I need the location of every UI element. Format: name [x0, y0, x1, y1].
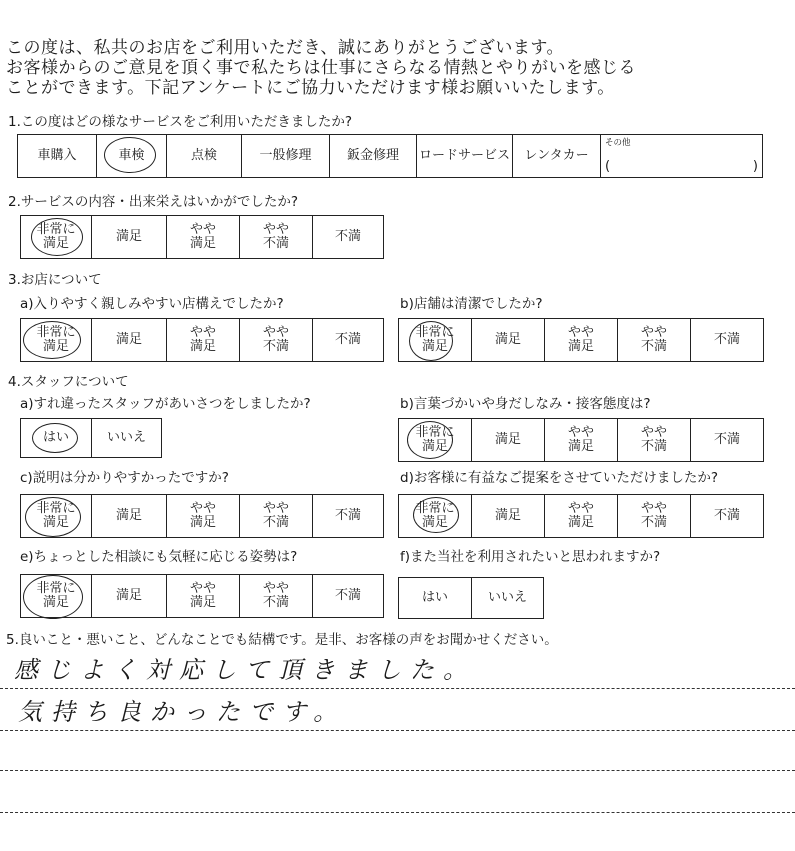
rating-somewhat-unsatisfied[interactable]: やや 不満 — [617, 495, 690, 537]
rating-somewhat-unsatisfied[interactable]: やや 不満 — [239, 319, 312, 361]
rating-somewhat-unsatisfied[interactable]: やや 不満 — [617, 319, 690, 361]
rating-somewhat-unsatisfied[interactable]: やや 不満 — [617, 419, 690, 461]
q1-title: 1.この度はどの様なサービスをご利用いただきましたか? — [8, 114, 353, 130]
rating-somewhat-unsatisfied[interactable]: やや 不満 — [239, 216, 312, 258]
intro-text — [6, 38, 636, 98]
rating-satisfied[interactable]: 満足 — [91, 319, 166, 361]
q1-option-general-repair[interactable]: 一般修理 — [241, 135, 329, 177]
q4b-title: b)言葉づかいや身だしなみ・接客態度は? — [400, 396, 651, 412]
rating-somewhat-satisfied[interactable]: やや 満足 — [166, 575, 239, 617]
rating-somewhat-satisfied[interactable]: やや 満足 — [166, 319, 239, 361]
q4e-title: e)ちょっとした相談にも気軽に応じる姿勢は? — [20, 549, 298, 565]
rating-satisfied[interactable]: 満足 — [471, 319, 544, 361]
q1-option-sheet-metal[interactable]: 鈑金修理 — [329, 135, 416, 177]
rating-unsatisfied[interactable]: 不満 — [690, 419, 763, 461]
rating-very-satisfied[interactable]: 非常に 満足 — [21, 495, 91, 537]
q3a-rating — [20, 318, 384, 362]
q3b-title: b)店舗は清潔でしたか? — [400, 296, 543, 312]
q4-title: 4.スタッフについて — [8, 374, 129, 390]
q1-option-road-service[interactable]: ロードサービス — [416, 135, 512, 177]
q4f-yes-no — [398, 577, 544, 619]
q1-option-car-purchase[interactable]: 車購入 — [37, 148, 77, 163]
rating-very-satisfied[interactable]: 非常に 満足 — [399, 495, 471, 537]
q4e-rating — [20, 574, 384, 618]
q4c-rating — [20, 494, 384, 538]
q4f-title: f)また当社を利用されたいと思われますか? — [400, 549, 661, 565]
rating-very-satisfied[interactable]: 非常に 満足 — [399, 319, 471, 361]
intro-line-2: お客様からのご意見を頂く事で私たちは仕事にさらなる情熱とやりがいを感じる — [6, 58, 636, 78]
rating-very-satisfied[interactable]: 非常に 満足 — [399, 419, 471, 461]
q4a-yes-no — [20, 418, 162, 458]
rating-very-satisfied[interactable]: 非常に 満足 — [21, 575, 91, 617]
q4d-rating — [398, 494, 764, 538]
rating-unsatisfied[interactable]: 不満 — [690, 319, 763, 361]
q1-options — [17, 134, 763, 178]
rating-satisfied[interactable]: 満足 — [471, 419, 544, 461]
rating-very-satisfied[interactable]: 非常に 満足 — [21, 216, 91, 258]
answer-yes[interactable]: はい — [21, 419, 91, 457]
rating-unsatisfied[interactable]: 不満 — [690, 495, 763, 537]
rating-somewhat-unsatisfied[interactable]: やや 不満 — [239, 575, 312, 617]
answer-line-divider — [0, 688, 795, 689]
q4c-title: c)説明は分かりやすかったですか? — [20, 470, 229, 486]
handwritten-answer-line-2: 気持ち良かったです。 — [18, 698, 347, 726]
answer-no[interactable]: いいえ — [471, 578, 543, 618]
intro-line-1: この度は、私共のお店をご利用いただき、誠にありがとうございます。 — [6, 38, 564, 58]
rating-somewhat-satisfied[interactable]: やや 満足 — [544, 319, 617, 361]
rating-unsatisfied[interactable]: 不満 — [312, 495, 383, 537]
rating-satisfied[interactable]: 満足 — [471, 495, 544, 537]
answer-no[interactable]: いいえ — [91, 419, 161, 457]
answer-line-divider — [0, 770, 795, 771]
rating-somewhat-satisfied[interactable]: やや 満足 — [166, 495, 239, 537]
rating-somewhat-satisfied[interactable]: やや 満足 — [544, 419, 617, 461]
rating-somewhat-unsatisfied[interactable]: やや 不満 — [239, 495, 312, 537]
answer-yes[interactable]: はい — [421, 590, 448, 605]
rating-unsatisfied[interactable]: 不満 — [312, 575, 383, 617]
other-label: その他 — [605, 138, 631, 148]
rating-unsatisfied[interactable]: 不満 — [312, 216, 383, 258]
rating-satisfied[interactable]: 満足 — [91, 575, 166, 617]
answer-line-divider — [0, 730, 795, 731]
q3-title: 3.お店について — [8, 272, 102, 288]
rating-satisfied[interactable]: 満足 — [91, 495, 166, 537]
rating-somewhat-satisfied[interactable]: やや 満足 — [544, 495, 617, 537]
rating-unsatisfied[interactable]: 不満 — [312, 319, 383, 361]
q1-option-inspection[interactable]: 車検 — [96, 135, 166, 177]
answer-line-divider — [0, 812, 795, 813]
q1-option-rental-car[interactable]: レンタカー — [512, 135, 600, 177]
q4b-rating — [398, 418, 764, 462]
q3b-rating — [398, 318, 764, 362]
q4d-title: d)お客様に有益なご提案をさせていただけましたか? — [400, 470, 719, 486]
q4a-title: a)すれ違ったスタッフがあいさつをしましたか? — [20, 396, 311, 412]
handwritten-answer-line-1: 感じよく対応して頂きました。 — [14, 656, 476, 684]
q1-option-check[interactable]: 点検 — [166, 135, 241, 177]
q5-title: 5.良いこと・悪いこと、どんなことでも結構です。是非、お客様の声をお聞かせください。 — [6, 632, 558, 648]
rating-very-satisfied[interactable]: 非常に 満足 — [21, 319, 91, 361]
rating-somewhat-satisfied[interactable]: やや 満足 — [166, 216, 239, 258]
q3a-title: a)入りやすく親しみやすい店構えでしたか? — [20, 296, 284, 312]
q2-rating — [20, 215, 384, 259]
q2-title: 2.サービスの内容・出来栄えはいかがでしたか? — [8, 194, 299, 210]
rating-satisfied[interactable]: 満足 — [91, 216, 166, 258]
q1-option-other[interactable] — [600, 135, 762, 177]
intro-line-3: ことができます。下記アンケートにご協力いただけます様お願いいたします。 — [6, 78, 615, 98]
other-input[interactable]: ( ) — [605, 159, 758, 174]
